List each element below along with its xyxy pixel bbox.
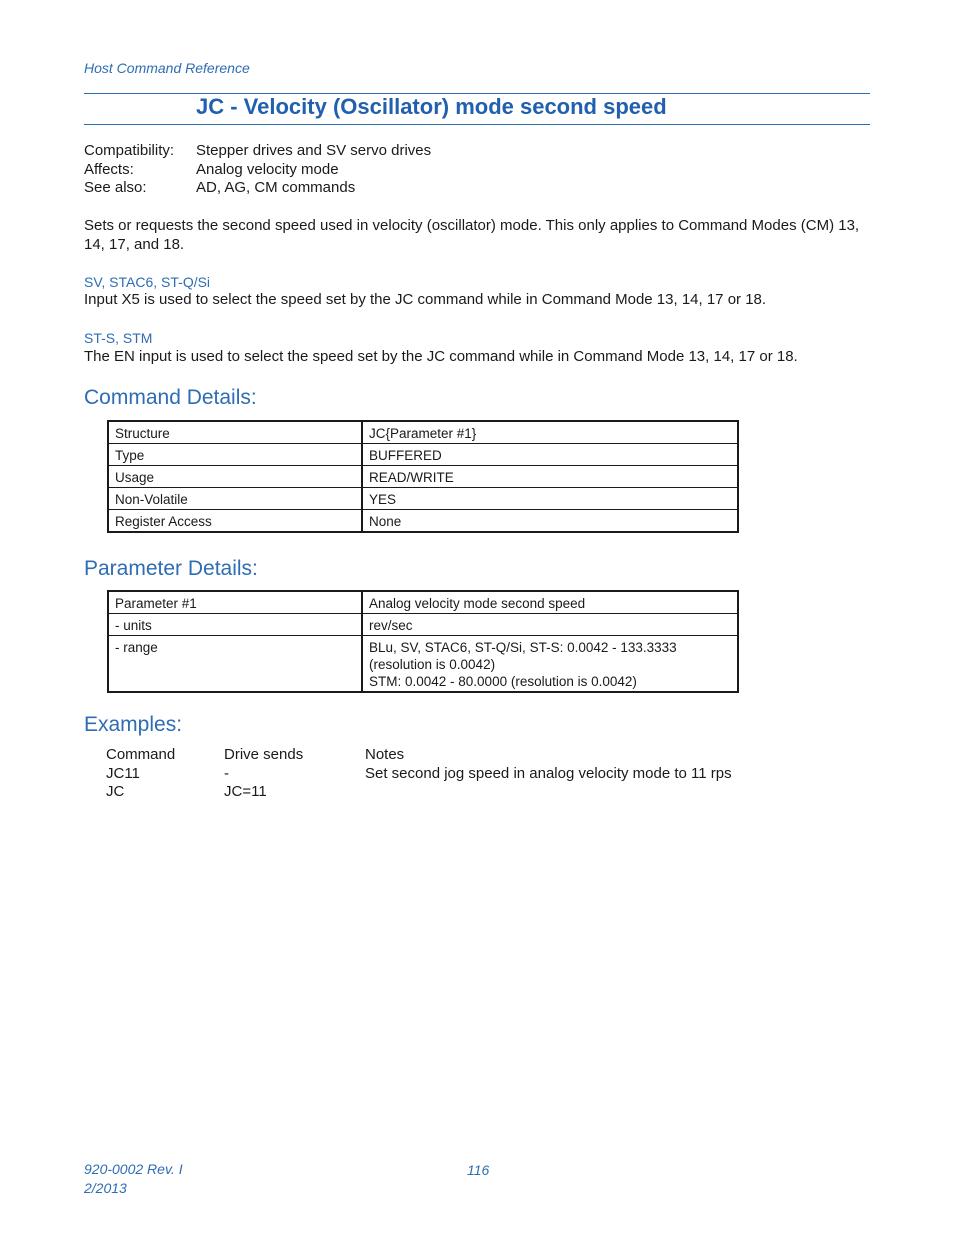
example-drive-sends: JC=11 (224, 783, 267, 800)
compatibility-block (84, 142, 431, 198)
examples-header-row (106, 746, 732, 765)
footer-date: 2/2013 (84, 1180, 127, 1196)
examples-column-header: Notes (365, 746, 405, 763)
running-header: Host Command Reference (84, 60, 250, 76)
command-details-heading: Command Details: (84, 386, 257, 409)
note-text-sv: Input X5 is used to select the speed set by the JC command while in Command Mode 13, 14, 17 or 18. (84, 291, 767, 308)
meta-key: See also: (84, 179, 147, 196)
table-row (108, 466, 738, 488)
examples-row (106, 783, 732, 802)
parameter-details-table (107, 590, 739, 693)
table-row (108, 444, 738, 466)
command-details-table (107, 420, 739, 533)
table-cell-key: Usage (108, 466, 362, 488)
footer-doc-number: 920-0002 Rev. I (84, 1161, 183, 1177)
table-cell-key: - units (108, 614, 362, 636)
meta-value: Stepper drives and SV servo drives (196, 142, 432, 159)
table-row (108, 614, 738, 636)
footer-doc-info (84, 1160, 183, 1198)
range-line: STM: 0.0042 - 80.0000 (resolution is 0.0042) (369, 674, 637, 689)
example-drive-sends: - (224, 764, 229, 782)
examples-column-header: Drive sends (224, 746, 304, 763)
title-bottom-rule (84, 124, 870, 125)
table-cell-value: JC{Parameter #1} (362, 421, 738, 444)
parameter-details-heading: Parameter Details: (84, 557, 258, 580)
meta-value: AD, AG, CM commands (196, 179, 356, 196)
meta-key: Compatibility: (84, 142, 175, 159)
table-cell-value: None (362, 510, 738, 533)
meta-row-compatibility (84, 142, 431, 161)
meta-value: Analog velocity mode (196, 160, 339, 178)
table-cell-key: Structure (108, 421, 362, 444)
note-heading-st-s: ST-S, STM (84, 330, 153, 346)
example-command: JC (106, 783, 125, 800)
table-cell-value: rev/sec (362, 614, 738, 636)
page-title: JC - Velocity (Oscillator) mode second speed (196, 94, 667, 119)
page-number: 116 (467, 1162, 490, 1178)
table-row (108, 488, 738, 510)
meta-key: Affects: (84, 160, 134, 178)
table-row (108, 510, 738, 533)
intro-paragraph: Sets or requests the second speed used in velocity (oscillator) mode. This only applies to Command Modes (CM) 13, 14, 17, and 18. (84, 217, 860, 253)
note-heading-sv: SV, STAC6, ST-Q/Si (84, 274, 211, 290)
table-row (108, 636, 738, 693)
note-text-st-s: The EN input is used to select the speed set by the JC command while in Command Mode 13, 14, 17 or 18. (84, 348, 798, 365)
table-cell-value: READ/WRITE (362, 466, 738, 488)
meta-row-affects (84, 161, 431, 180)
examples-table (106, 746, 732, 802)
examples-heading: Examples: (84, 713, 183, 736)
range-line: BLu, SV, STAC6, ST-Q/Si, ST-S: 0.0042 - 133.3333 (369, 640, 677, 655)
examples-row (106, 765, 732, 784)
table-cell-value (362, 636, 738, 693)
table-row (108, 421, 738, 444)
table-row (108, 591, 738, 614)
table-cell-key: Non-Volatile (108, 488, 362, 510)
meta-row-see-also (84, 179, 431, 198)
table-cell-value: BUFFERED (362, 444, 738, 466)
range-line: (resolution is 0.0042) (369, 657, 496, 672)
table-cell-key: - range (108, 636, 362, 693)
table-cell-value: Analog velocity mode second speed (362, 591, 738, 614)
example-notes: Set second jog speed in analog velocity mode to 11 rps (365, 764, 732, 782)
table-cell-key: Parameter #1 (108, 591, 362, 614)
table-cell-key: Register Access (108, 510, 362, 533)
table-cell-value: YES (362, 488, 738, 510)
examples-column-header: Command (106, 746, 176, 763)
example-command: JC11 (106, 764, 140, 782)
table-cell-key: Type (108, 444, 362, 466)
